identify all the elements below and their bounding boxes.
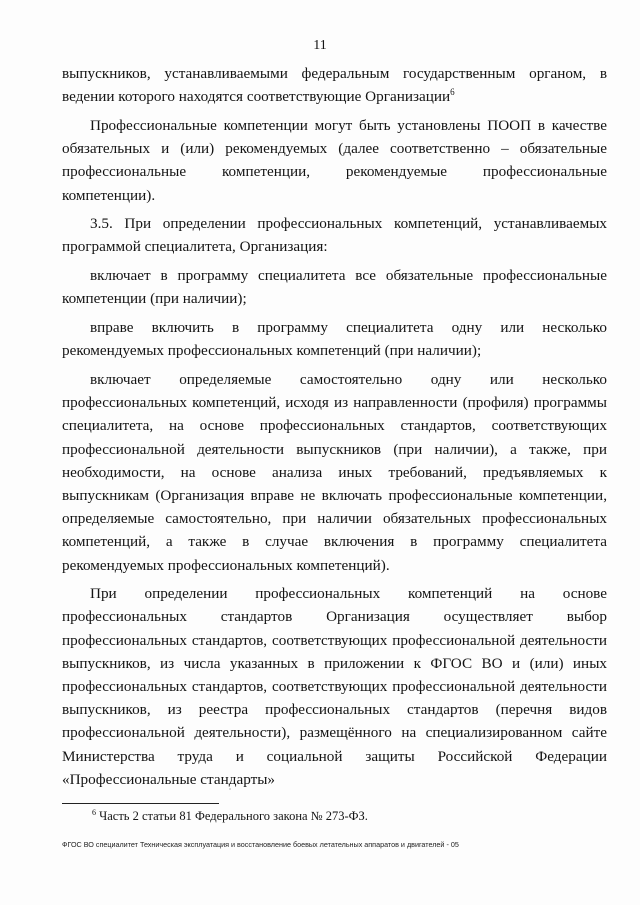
footnote-divider bbox=[62, 803, 219, 804]
page-number: 11 bbox=[313, 38, 327, 53]
footnote bbox=[92, 808, 368, 824]
scan-speck bbox=[229, 788, 231, 790]
paragraph-text: выпускников, устанавливаемыми федеральным государственным органом, в ведении которого находятся соответствующие Организации bbox=[62, 65, 607, 106]
footnote-reference[interactable]: 6 bbox=[450, 87, 455, 98]
paragraph-section-3-5: 3.5. При определении профессиональных компетенций, устанавливаемых программой специалитета, Организация: bbox=[62, 215, 607, 256]
footnote-marker: 6 bbox=[92, 807, 96, 817]
paragraph-continuation bbox=[62, 62, 607, 108]
footnote-text: Часть 2 статьи 81 Федерального закона № 273-ФЗ. bbox=[99, 809, 368, 823]
paragraph-may-include-recommended: вправе включить в программу специалитета одну или несколько рекомендуемых профессиональных компетенций (при наличии); bbox=[62, 319, 607, 360]
paragraph-competencies: Профессиональные компетенции могут быть установлены ПООП в качестве обязательных и (или) рекомендуемых (далее соответственно – обязательные профессиональные компетенции, рекомендуемые профессиональные компетенции). bbox=[62, 116, 607, 204]
page-footer: ФГОС ВО специалитет Техническая эксплуатация и восстановление боевых летательных аппаратов и двигателей - 05 bbox=[62, 840, 459, 849]
body-text bbox=[62, 62, 607, 797]
paragraph-professional-standards: При определении профессиональных компетенций на основе профессиональных стандартов Организация осуществляет выбор профессиональных стандартов, соответствующих профессиональной деятельности выпускников, из числа указанных в приложении к ФГОС ВО и (или) иных профессиональных стандартов, соответствующих профессиональной деятельности выпускников, из реестра профессиональных стандартов (перечня видов профессиональной деятельности), размещённого на специализированном сайте Министерства труда и социальной защиты Российской Федерации «Профессиональные стандарты» bbox=[62, 585, 607, 788]
paragraph-includes-mandatory: включает в программу специалитета все обязательные профессиональные компетенции (при наличии); bbox=[62, 267, 607, 308]
paragraph-includes-self-defined: включает определяемые самостоятельно одну или несколько профессиональных компетенций, исходя из направленности (профиля) программы специалитета, на основе профессиональных стандартов, соответствующих профессиональной деятельности выпускников (при наличии), а также, при необходимости, на основе анализа иных требований, предъявляемых к выпускникам (Организация вправе не включать профессиональные компетенции, определяемые самостоятельно, при наличии обязательных профессиональных компетенций, а также в случае включения в программу специалитета рекомендуемых профессиональных компетенций). bbox=[62, 370, 607, 574]
